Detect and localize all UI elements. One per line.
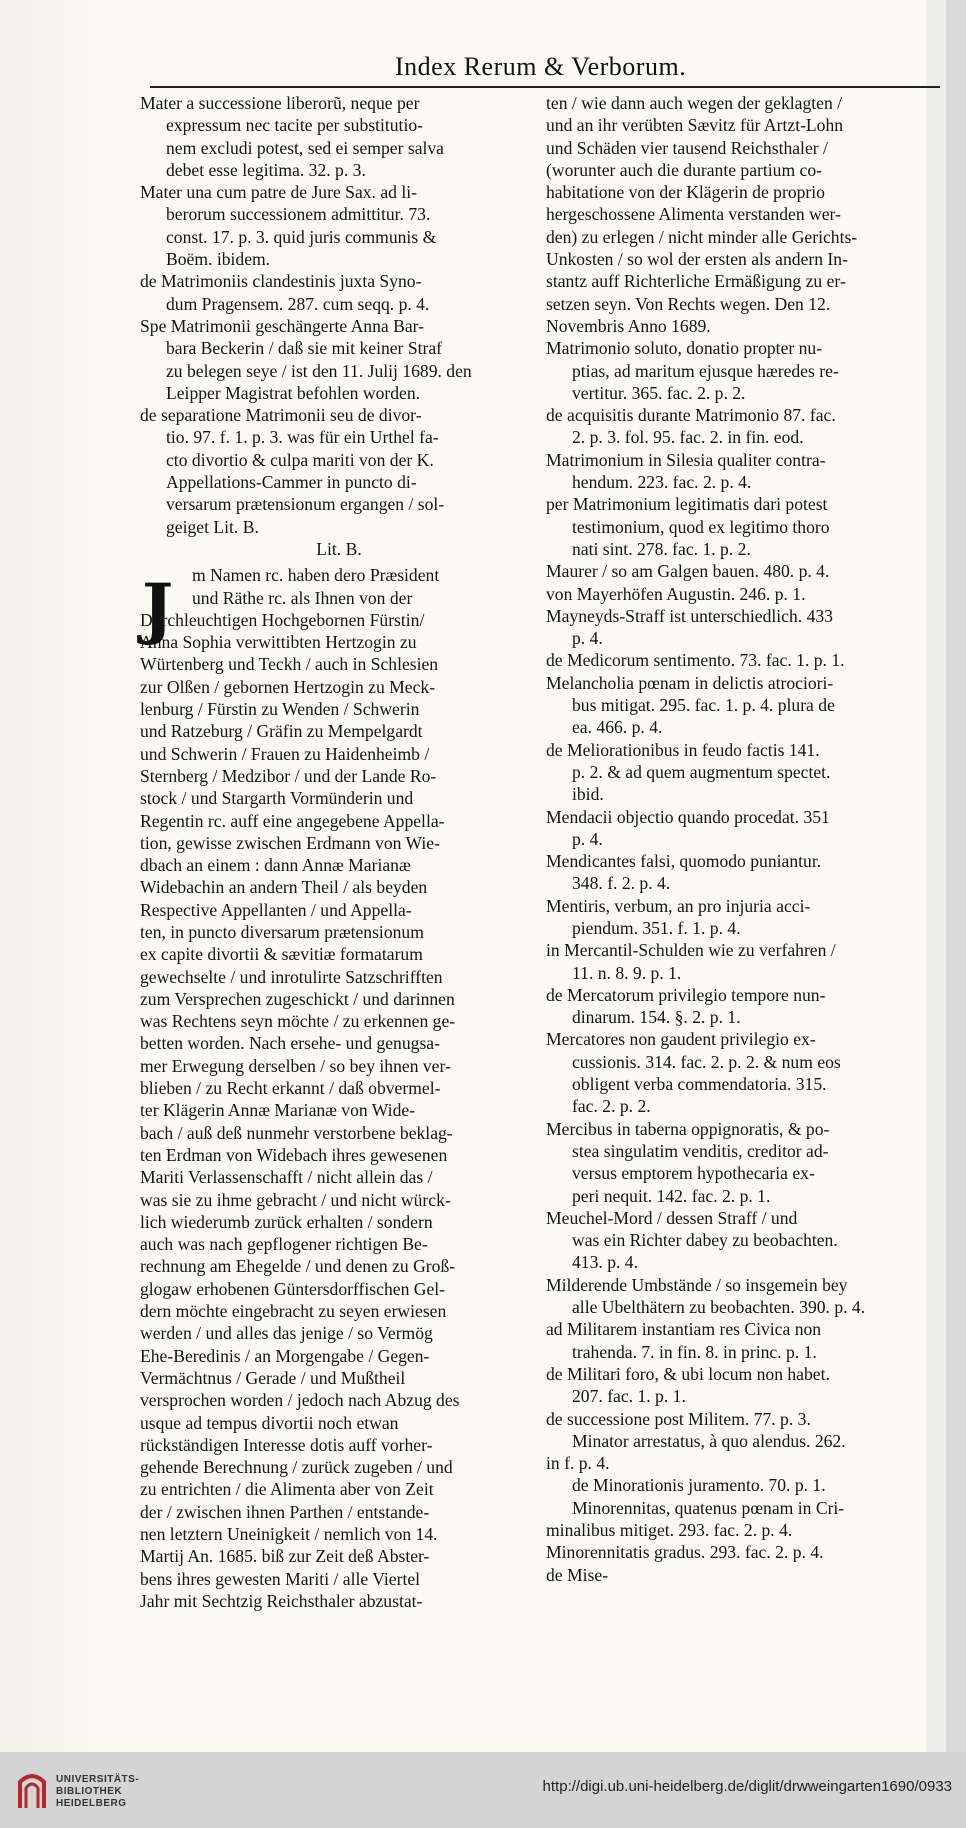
- right-column-line: und Schäden vier tausend Reichsthaler /: [546, 137, 828, 158]
- left-column-line: bara Beckerin / daß sie mit keiner Straf: [166, 338, 443, 359]
- right-column-line: p. 2. & ad quem augmentum spectet.: [572, 761, 831, 782]
- right-column-line: de Mise-: [546, 1564, 609, 1585]
- header-rule: [150, 86, 940, 88]
- right-column-line: Maurer / so am Galgen bauen. 480. p. 4.: [546, 561, 830, 582]
- right-column-line: p. 4.: [572, 628, 603, 649]
- left-column-line: auch was nach gepflogener richtigen Be-: [140, 1234, 428, 1255]
- left-column-line: Regentin rc. auff eine angegebene Appella-: [140, 810, 445, 831]
- right-column-line: de successione post Militem. 77. p. 3.: [546, 1408, 811, 1429]
- left-column-line: und Ratzeburg / Gräfin zu Mempelgardt: [140, 721, 423, 742]
- left-column-line: de separatione Matrimonii seu de divor-: [140, 405, 422, 426]
- left-column-line: ex capite divortii & sævitiæ formatarum: [140, 944, 423, 965]
- page-header: Index Rerum & Verborum.: [395, 52, 687, 81]
- left-column-line: const. 17. p. 3. quid juris communis &: [166, 226, 437, 247]
- right-column-line: Meuchel-Mord / dessen Straff / und: [546, 1207, 798, 1228]
- right-column-line: 207. fac. 1. p. 1.: [572, 1386, 686, 1407]
- left-column-line: und Schwerin / Frauen zu Haidenheimb /: [140, 743, 430, 764]
- left-column-line: rechnung am Ehegelde / und denen zu Groß-: [140, 1256, 456, 1277]
- right-column-line: de Mercatorum privilegio tempore nun-: [546, 984, 826, 1005]
- right-column-line: cussionis. 314. fac. 2. p. 2. & num eos: [572, 1051, 841, 1072]
- right-column-line: versus emptorem hypothecaria ex-: [572, 1163, 815, 1184]
- left-column-line: lich wiederumb zurück erhalten / sondern: [140, 1211, 433, 1232]
- left-column-line: stock / und Stargarth Vormünderin und: [140, 788, 414, 809]
- right-column-line: in Mercantil-Schulden wie zu verfahren /: [546, 940, 836, 961]
- institution-line: UNIVERSITÄTS-: [56, 1774, 140, 1785]
- right-column-line: Minorennitas, quatenus pœnam in Cri-: [572, 1497, 845, 1518]
- left-column-line: expressum nec tacite per substitutio-: [166, 115, 423, 136]
- right-column-line: habitatione von der Klägerin de proprio: [546, 182, 825, 203]
- left-column-line: blieben / zu Recht erkannt / daß obvermel-: [140, 1078, 441, 1099]
- left-column: [140, 92, 538, 1612]
- left-column-line: ten Erdman von Widebach ihres gewesenen: [140, 1144, 448, 1165]
- left-column-line: versprochen worden / jedoch nach Abzug des: [140, 1390, 460, 1411]
- right-column-line: ptias, ad maritum ejusque hæredes re-: [572, 360, 839, 381]
- right-column-line: ibid.: [572, 784, 604, 805]
- right-column-line: per Matrimonium legitimatis dari potest: [546, 494, 828, 515]
- right-column-line: alle Ubelthätern zu beobachten. 390. p. 4.: [572, 1297, 866, 1318]
- left-column-line: tion, gewisse zwischen Erdmann von Wie-: [140, 832, 440, 853]
- left-column-line: usque ad tempus divortii noch etwan: [140, 1412, 399, 1433]
- left-column-line: Mater a successione liberorũ, neque per: [140, 93, 420, 113]
- right-column-line: 11. n. 8. 9. p. 1.: [572, 962, 682, 983]
- right-column-line: setzen seyn. Von Rechts wegen. Den 12.: [546, 293, 831, 314]
- left-column-line: geiget Lit. B.: [166, 516, 259, 537]
- right-column-line: 348. f. 2. p. 4.: [572, 873, 671, 894]
- left-column-line: glogaw erhobenen Güntersdorffischen Gel-: [140, 1278, 446, 1299]
- left-column-line: ten, in puncto diversarum prætensionum: [140, 921, 424, 942]
- binding-gutter: [0, 0, 120, 1752]
- right-column-line: von Mayerhöfen Augustin. 246. p. 1.: [546, 583, 806, 604]
- right-column-line: Mentiris, verbum, an pro injuria acci-: [546, 895, 811, 916]
- institution-line: BIBLIOTHEK: [56, 1786, 123, 1797]
- right-column-line: in f. p. 4.: [546, 1453, 610, 1474]
- left-column-line: de Matrimoniis clandestinis juxta Syno-: [140, 271, 422, 292]
- left-column-line: versarum prætensionum ergangen / sol-: [166, 494, 445, 515]
- left-column-line: lenburg / Fürstin zu Wenden / Schwerin: [140, 699, 420, 720]
- left-column-line: Widebachin an andern Theil / als beyden: [140, 877, 428, 898]
- right-column-line: stantz auff Richterliche Ermäßigung zu er-: [546, 271, 846, 292]
- right-column-line: was ein Richter dabey zu beobachten.: [572, 1230, 838, 1251]
- right-column-line: Mercatores non gaudent privilegio ex-: [546, 1029, 816, 1050]
- left-column-line: zu entrichten / die Alimenta aber von Zeit: [140, 1479, 434, 1500]
- right-column-line: stea singulatim venditis, creditor ad-: [572, 1140, 829, 1161]
- left-column-line: zu belegen seye / ist den 11. Julij 1689. den: [166, 360, 472, 381]
- left-column-line: ter Klägerin Annæ Marianæ von Wide-: [140, 1100, 416, 1121]
- right-column-line: ad Militarem instantiam res Civica non: [546, 1319, 822, 1340]
- right-column-line: Mercibus in taberna oppignoratis, & po-: [546, 1118, 830, 1139]
- right-column-line: 2. p. 3. fol. 95. fac. 2. in fin. eod.: [572, 427, 804, 448]
- left-column-line: berorum successionem admittitur. 73.: [166, 204, 431, 225]
- left-column-line: betten worden. Nach ersehe- und genugsa-: [140, 1033, 440, 1054]
- right-column-line: piendum. 351. f. 1. p. 4.: [572, 917, 741, 938]
- left-column-line: Lit. B.: [316, 538, 362, 559]
- left-column-line: Anna Sophia verwittibten Hertzogin zu: [140, 632, 417, 653]
- right-column-line: den) zu erlegen / nicht minder alle Gerichts-: [546, 226, 858, 247]
- left-column-line: Leipper Magistrat befohlen worden.: [166, 382, 421, 403]
- left-column-line: gehende Berechnung / zurück zugeben / und: [140, 1457, 453, 1478]
- left-column-line: nem excludi potest, sed ei semper salva: [166, 137, 444, 158]
- right-column: [546, 92, 938, 1586]
- left-column-line: Spe Matrimonii geschängerte Anna Bar-: [140, 315, 424, 336]
- right-column-line: minalibus mitiget. 293. fac. 2. p. 4.: [546, 1520, 793, 1540]
- university-logo-icon[interactable]: [14, 1768, 50, 1812]
- left-column-line: Appellations-Cammer in puncto di-: [166, 472, 417, 493]
- left-column-line: Boëm. ibidem.: [166, 249, 271, 270]
- left-column-line: zur Olßen / gebornen Hertzogin zu Meck-: [140, 676, 436, 697]
- left-column-line: was Rechtens seyn möchte / zu erkennen ge-: [140, 1011, 456, 1032]
- right-column-line: Minator arrestatus, à quo alendus. 262.: [572, 1430, 846, 1451]
- right-column-line: Melancholia pœnam in delictis atrociori-: [546, 672, 834, 693]
- right-column-line: de Medicorum sentimento. 73. fac. 1. p. 1.: [546, 650, 845, 671]
- left-column-line: werden / und alles das jenige / so Vermög: [140, 1323, 433, 1344]
- right-column-line: trahenda. 7. in fin. 8. in princ. p. 1.: [572, 1341, 817, 1362]
- left-column-line: cto divortio & culpa mariti von der K.: [166, 449, 434, 470]
- right-column-line: de Militari foro, & ubi locum non habet.: [546, 1363, 830, 1384]
- right-column-line: 413. p. 4.: [572, 1252, 638, 1273]
- right-column-line: vertitur. 365. fac. 2. p. 2.: [572, 382, 746, 403]
- right-column-line: fac. 2. p. 2.: [572, 1096, 651, 1117]
- left-column-line: m Namen rc. haben dero Præsident: [192, 565, 440, 586]
- left-column-line: Mater una cum patre de Jure Sax. ad li-: [140, 182, 417, 203]
- right-column-line: de Minorationis juramento. 70. p. 1.: [572, 1475, 826, 1496]
- left-column-line: Vermächtnus / Gerade / und Mußtheil: [140, 1367, 406, 1388]
- left-column-line: dum Pragensem. 287. cum seqq. p. 4.: [166, 293, 430, 314]
- right-column-line: Mendicantes falsi, quomodo puniantur.: [546, 851, 822, 872]
- left-column-line: bach / auß deß nunmehr verstorbene beklag-: [140, 1122, 453, 1143]
- left-column-line: tio. 97. f. 1. p. 3. was für ein Urthel fa-: [166, 427, 439, 448]
- left-column-line: Würtenberg und Teckh / auch in Schlesien: [140, 654, 439, 675]
- right-column-line: Matrimonium in Silesia qualiter contra-: [546, 449, 826, 470]
- institution-line: HEIDELBERG: [56, 1798, 127, 1809]
- right-column-line: Unkosten / so wol der ersten als andern In-: [546, 249, 848, 270]
- right-column-line: ten / wie dann auch wegen der geklagten /: [546, 93, 843, 113]
- left-column-line: nen letztern Uneinigkeit / nemlich von 14.: [140, 1524, 438, 1544]
- left-column-line: Sternberg / Medzibor / und der Lande Ro-: [140, 765, 437, 786]
- right-column-line: Minorennitatis gradus. 293. fac. 2. p. 4.: [546, 1542, 824, 1563]
- right-column-line: hergeschossene Alimenta verstanden wer-: [546, 204, 841, 225]
- left-column-line: Ehe-Beredinis / an Morgengabe / Gegen-: [140, 1345, 430, 1366]
- left-column-line: mer Erwegung derselben / so bey ihnen ver-: [140, 1055, 451, 1076]
- right-column-line: Mayneyds-Straff ist unterschiedlich. 433: [546, 605, 833, 626]
- right-column-line: hendum. 223. fac. 2. p. 4.: [572, 472, 752, 493]
- right-column-line: Novembris Anno 1689.: [546, 315, 711, 336]
- left-column-line: was sie zu ihme gebracht / und nicht würck-: [140, 1189, 451, 1210]
- left-column-line: dern möchte eingebracht zu seyen erwiesen: [140, 1301, 447, 1322]
- source-url-link[interactable]: http://digi.ub.uni-heidelberg.de/diglit/drwweingarten1690/0933: [542, 1778, 952, 1795]
- right-column-line: de Meliorationibus in feudo factis 141.: [546, 739, 820, 760]
- right-column-line: de acquisitis durante Matrimonio 87. fac.: [546, 405, 836, 426]
- right-column-line: testimonium, quod ex legitimo thoro: [572, 516, 830, 537]
- left-column-line: Durchleuchtigen Hochgebornen Fürstin/: [140, 609, 425, 630]
- right-column-line: bus mitigat. 295. fac. 1. p. 4. plura de: [572, 695, 835, 716]
- left-column-line: debet esse legitima. 32. p. 3.: [166, 159, 366, 180]
- right-column-line: Mendacii objectio quando procedat. 351: [546, 806, 830, 827]
- left-column-line: Mariti Verlassenschafft / nicht allein das /: [140, 1167, 433, 1188]
- right-column-line: und an ihr verübten Sævitz für Artzt-Lohn: [546, 115, 844, 136]
- left-column-line: und Räthe rc. als Ihnen von der: [192, 587, 413, 608]
- right-column-line: Matrimonio soluto, donatio propter nu-: [546, 338, 823, 359]
- drop-capital: J: [142, 569, 174, 647]
- institution-name: [56, 1774, 139, 1810]
- viewer-footer: [0, 1752, 966, 1828]
- right-column-line: ea. 466. p. 4.: [572, 717, 663, 738]
- left-column-line: der / zwischen ihnen Parthen / entstande-: [140, 1501, 430, 1522]
- right-column-line: Milderende Umbstände / so insgemein bey: [546, 1274, 848, 1295]
- right-column-line: (worunter auch die durante partium co-: [546, 159, 823, 180]
- left-column-line: Jahr mit Sechtzig Reichsthaler abzustat-: [140, 1590, 423, 1611]
- right-column-line: peri nequit. 142. fac. 2. p. 1.: [572, 1185, 771, 1206]
- left-column-line: Martij An. 1685. biß zur Zeit deß Abster-: [140, 1546, 430, 1567]
- left-column-line: zum Versprechen zugeschickt / und darinnen: [140, 988, 455, 1009]
- left-column-line: rückständigen Interesse dotis auff vorher-: [140, 1434, 433, 1455]
- right-column-line: dinarum. 154. §. 2. p. 1.: [572, 1007, 741, 1028]
- left-column-line: Respective Appellanten / und Appella-: [140, 899, 412, 920]
- left-column-line: gewechselte / und inrotulirte Satzschrifften: [140, 966, 443, 987]
- left-column-line: dbach an einem : dann Annæ Marianæ: [140, 855, 411, 876]
- right-column-line: obligent verba commendatoria. 315.: [572, 1074, 827, 1095]
- right-column-line: nati sint. 278. fac. 1. p. 2.: [572, 538, 751, 559]
- left-column-line: bens ihres gewesten Mariti / alle Viertel: [140, 1568, 421, 1589]
- right-column-line: p. 4.: [572, 828, 603, 849]
